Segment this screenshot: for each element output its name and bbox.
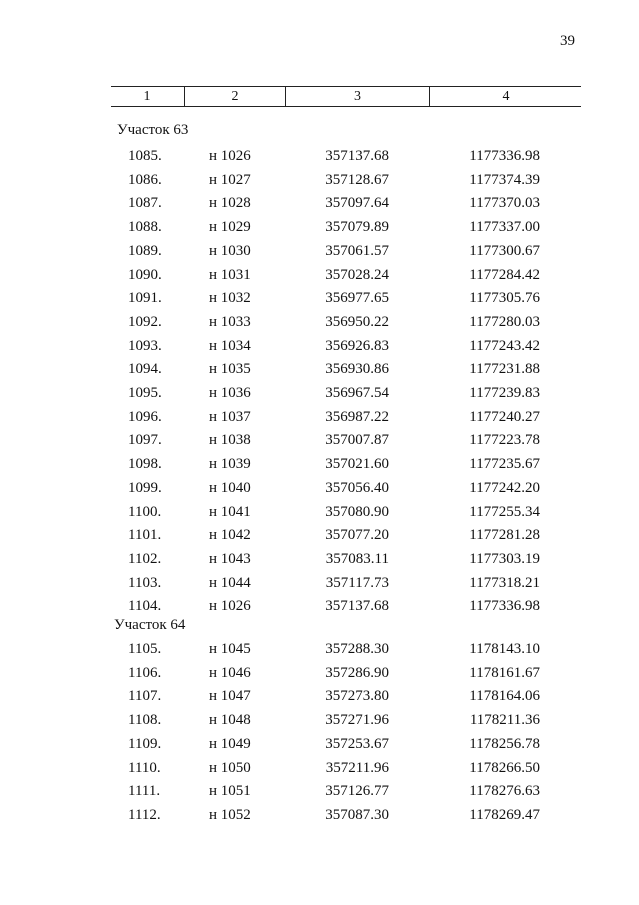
coordinate-y: 1178256.78 [469, 735, 540, 752]
table-row [0, 195, 639, 217]
row-number: 1106. [128, 664, 162, 681]
coordinate-x: 356950.22 [325, 313, 389, 330]
table-row [0, 783, 639, 805]
point-name: н 1026 [209, 598, 251, 615]
table-row [0, 148, 639, 170]
coordinate-y: 1178211.36 [469, 712, 540, 729]
coordinate-y: 1178269.47 [469, 806, 540, 823]
point-name: н 1051 [209, 783, 251, 800]
coordinate-x: 357126.77 [325, 783, 389, 800]
coordinate-x: 357286.90 [325, 664, 389, 681]
coordinate-x: 357061.57 [325, 242, 389, 259]
coordinate-x: 357028.24 [325, 266, 389, 283]
point-name: н 1033 [209, 313, 251, 330]
point-name: н 1046 [209, 664, 251, 681]
table-row [0, 665, 639, 687]
point-name: н 1048 [209, 712, 251, 729]
row-number: 1097. [128, 432, 162, 449]
coordinate-y: 1177336.98 [469, 148, 540, 164]
point-name: н 1049 [209, 735, 251, 752]
coordinate-x: 357079.89 [325, 219, 389, 236]
row-number: 1109. [128, 735, 162, 752]
coordinate-x: 356977.65 [325, 290, 389, 307]
row-number: 1088. [128, 219, 162, 236]
section-title: Участок 63 [117, 122, 189, 138]
table-row [0, 551, 639, 573]
coordinate-y: 1177223.78 [469, 432, 540, 449]
table-row [0, 219, 639, 241]
coordinate-x: 356926.83 [325, 337, 389, 354]
coordinate-x: 357087.30 [325, 806, 389, 823]
row-number: 1112. [128, 806, 161, 823]
row-number: 1103. [128, 574, 162, 591]
coordinate-x: 357128.67 [325, 171, 389, 188]
coordinate-y: 1177280.03 [469, 313, 540, 330]
table-row [0, 807, 639, 829]
row-number: 1098. [128, 456, 162, 473]
coordinate-y: 1177337.00 [469, 219, 540, 236]
row-number: 1105. [128, 641, 162, 657]
row-number: 1089. [128, 242, 162, 259]
table-row [0, 688, 639, 710]
coordinate-y: 1177242.20 [469, 479, 540, 496]
header-col-1: 1 [143, 89, 151, 104]
row-number: 1094. [128, 361, 162, 378]
row-number: 1099. [128, 479, 162, 496]
row-number: 1095. [128, 385, 162, 401]
coordinate-x: 357056.40 [325, 479, 389, 496]
table-row [0, 385, 639, 407]
header-col-4: 4 [429, 87, 582, 106]
row-number: 1107. [128, 688, 162, 705]
coordinate-y: 1177303.19 [469, 550, 540, 567]
table-row [0, 243, 639, 265]
coordinate-y: 1177374.39 [469, 171, 540, 188]
table-row [0, 267, 639, 289]
coordinate-x: 357117.73 [325, 574, 389, 591]
coordinate-x: 357097.64 [325, 195, 389, 212]
table-row [0, 314, 639, 336]
header-col-2: 2 [184, 87, 285, 106]
coordinate-y: 1177235.67 [469, 456, 540, 473]
coordinate-x: 357077.20 [325, 527, 389, 544]
point-name: н 1045 [209, 641, 251, 657]
table-row [0, 527, 639, 549]
row-number: 1091. [128, 290, 162, 307]
coordinate-y: 1177240.27 [469, 408, 540, 425]
coordinate-x: 357273.80 [325, 688, 389, 705]
coordinate-y: 1177231.88 [469, 361, 540, 378]
point-name: н 1039 [209, 456, 251, 473]
point-name: н 1050 [209, 759, 251, 776]
coordinate-y: 1177336.98 [469, 598, 540, 615]
point-name: н 1029 [209, 219, 251, 236]
coordinate-y: 1177255.34 [469, 503, 540, 520]
row-number: 1086. [128, 171, 162, 188]
coordinate-y: 1178276.63 [469, 783, 540, 800]
table-header [111, 86, 581, 107]
coordinate-y: 1178266.50 [469, 759, 540, 776]
point-name: н 1047 [209, 688, 251, 705]
coordinate-y: 1177284.42 [469, 266, 540, 283]
table-row [0, 172, 639, 194]
row-number: 1101. [128, 527, 162, 544]
coordinate-x: 357137.68 [325, 148, 389, 164]
point-name: н 1026 [209, 148, 251, 164]
coordinate-x: 356930.86 [325, 361, 389, 378]
coordinate-x: 357137.68 [325, 598, 389, 615]
point-name: н 1040 [209, 479, 251, 496]
point-name: н 1031 [209, 266, 251, 283]
coordinate-x: 357080.90 [325, 503, 389, 520]
header-col-3: 3 [285, 87, 429, 106]
table-row [0, 575, 639, 597]
table-row [0, 432, 639, 454]
table-row [0, 361, 639, 383]
point-name: н 1034 [209, 337, 251, 354]
table-row [0, 504, 639, 526]
row-number: 1102. [128, 550, 162, 567]
coordinate-x: 357211.96 [325, 759, 389, 776]
row-number: 1093. [128, 337, 162, 354]
table-row [0, 712, 639, 734]
page-number: 39 [560, 33, 575, 49]
table-row [0, 480, 639, 502]
row-number: 1100. [128, 503, 162, 520]
coordinate-y: 1178143.10 [469, 641, 540, 657]
point-name: н 1030 [209, 242, 251, 259]
row-number: 1111. [128, 783, 161, 800]
point-name: н 1044 [209, 574, 251, 591]
coordinate-y: 1178164.06 [469, 688, 540, 705]
point-name: н 1028 [209, 195, 251, 212]
table-row [0, 736, 639, 758]
row-number: 1087. [128, 195, 162, 212]
row-number: 1104. [128, 598, 162, 615]
coordinate-y: 1177370.03 [469, 195, 540, 212]
row-number: 1108. [128, 712, 162, 729]
table-row [0, 760, 639, 782]
point-name: н 1052 [209, 806, 251, 823]
point-name: н 1035 [209, 361, 251, 378]
coordinate-y: 1177281.28 [469, 527, 540, 544]
row-number: 1092. [128, 313, 162, 330]
coordinate-x: 357083.11 [325, 550, 389, 567]
point-name: н 1042 [209, 527, 251, 544]
table-row [0, 641, 639, 663]
coordinate-y: 1177318.21 [469, 574, 540, 591]
point-name: н 1043 [209, 550, 251, 567]
row-number: 1085. [128, 148, 162, 164]
coordinate-x: 356987.22 [325, 408, 389, 425]
coordinate-y: 1177239.83 [469, 385, 540, 401]
point-name: н 1032 [209, 290, 251, 307]
coordinate-x: 357253.67 [325, 735, 389, 752]
table-row [0, 290, 639, 312]
coordinate-x: 357288.30 [325, 641, 389, 657]
table-row [0, 456, 639, 478]
point-name: н 1037 [209, 408, 251, 425]
point-name: н 1038 [209, 432, 251, 449]
coordinate-x: 356967.54 [325, 385, 389, 401]
row-number: 1090. [128, 266, 162, 283]
point-name: н 1036 [209, 385, 251, 401]
table-row [0, 598, 639, 620]
coordinate-y: 1177305.76 [469, 290, 540, 307]
point-name: н 1041 [209, 503, 251, 520]
row-number: 1110. [128, 759, 161, 776]
coordinate-x: 357007.87 [325, 432, 389, 449]
coordinate-y: 1177243.42 [469, 337, 540, 354]
coordinate-x: 357021.60 [325, 456, 389, 473]
table-row [0, 338, 639, 360]
row-number: 1096. [128, 408, 162, 425]
coordinate-x: 357271.96 [325, 712, 389, 729]
point-name: н 1027 [209, 171, 251, 188]
section-title: Участок 64 [114, 617, 186, 633]
coordinate-y: 1177300.67 [469, 242, 540, 259]
table-row [0, 409, 639, 431]
coordinate-y: 1178161.67 [469, 664, 540, 681]
